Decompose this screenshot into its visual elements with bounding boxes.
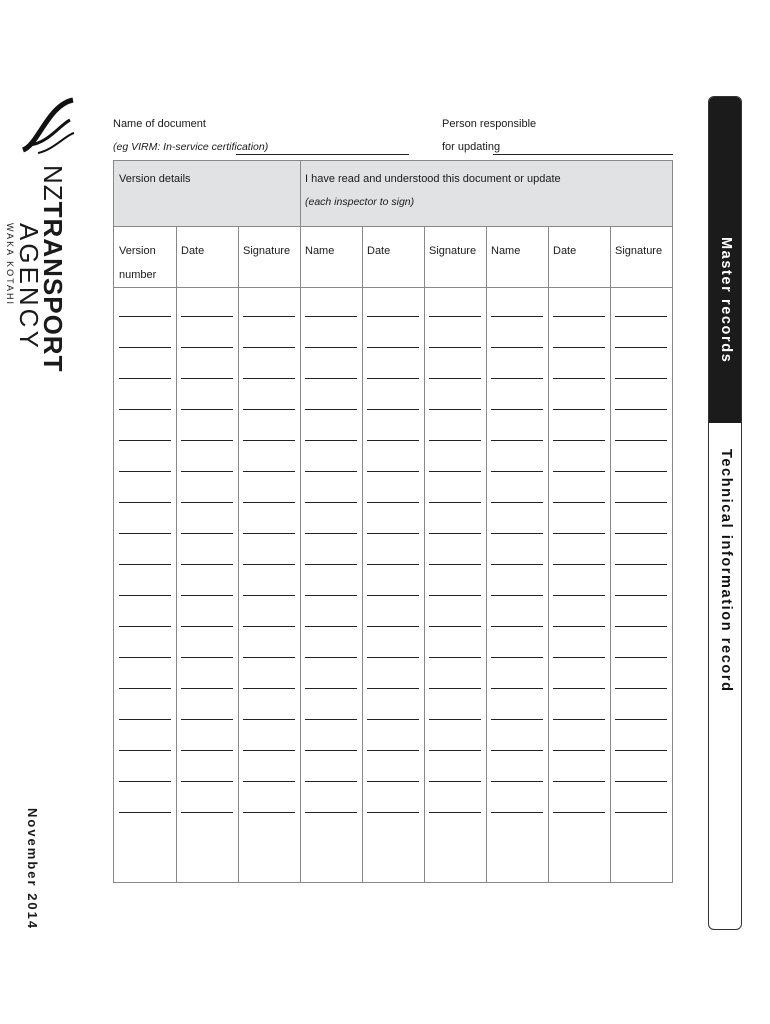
entry-blank-field[interactable] [429,564,481,565]
entry-blank-field[interactable] [243,750,295,751]
entry-blank-field[interactable] [429,719,481,720]
entry-blank-field[interactable] [553,347,605,348]
entry-blank-field[interactable] [119,719,171,720]
entry-blank-field[interactable] [491,750,543,751]
column-divider [548,226,549,882]
entry-blank-field[interactable] [181,347,233,348]
entry-blank-field[interactable] [305,316,357,317]
entry-blank-field[interactable] [243,316,295,317]
entry-blank-field[interactable] [243,440,295,441]
entry-blank-field[interactable] [119,750,171,751]
entry-blank-field[interactable] [429,657,481,658]
entry-blank-field[interactable] [181,440,233,441]
entry-blank-field[interactable] [181,688,233,689]
entry-blank-field[interactable] [243,657,295,658]
entry-blank-field[interactable] [305,812,357,813]
entry-blank-field[interactable] [305,378,357,379]
entry-blank-field[interactable] [367,657,419,658]
person-responsible-field[interactable] [493,154,673,155]
entry-blank-field[interactable] [243,812,295,813]
section-divider [300,161,301,226]
header-row-divider [114,287,672,288]
col-date: Date [181,245,205,257]
entry-blank-field[interactable] [305,657,357,658]
entry-blank-field[interactable] [181,812,233,813]
entry-blank-field[interactable] [119,533,171,534]
entry-blank-field[interactable] [181,471,233,472]
entry-blank-field[interactable] [305,781,357,782]
tab-master-records: Master records [718,237,734,364]
col-version-number: Version number [119,245,157,281]
entry-blank-field[interactable] [119,564,171,565]
table-section-header [114,161,672,227]
entry-blank-field[interactable] [119,471,171,472]
entry-blank-field[interactable] [181,626,233,627]
entry-blank-field[interactable] [429,750,481,751]
entry-blank-field[interactable] [615,316,667,317]
entry-blank-field[interactable] [615,719,667,720]
entry-blank-field[interactable] [553,657,605,658]
entry-blank-field[interactable] [243,409,295,410]
entry-blank-field[interactable] [243,502,295,503]
entry-blank-field[interactable] [243,719,295,720]
entry-blank-field[interactable] [553,688,605,689]
version-details-heading: Version details [119,173,191,185]
doc-name-label: Name of document [113,118,206,130]
entry-blank-field[interactable] [367,812,419,813]
column-divider [176,226,177,882]
col-signature: Signature [243,245,291,257]
entry-blank-field[interactable] [181,657,233,658]
col-date: Date [553,245,577,257]
entry-blank-field[interactable] [367,471,419,472]
entry-blank-field[interactable] [553,440,605,441]
entry-blank-field[interactable] [429,502,481,503]
entry-blank-field[interactable] [429,316,481,317]
col-signature: Signature [429,245,477,257]
entry-blank-field[interactable] [553,781,605,782]
entry-blank-field[interactable] [367,781,419,782]
brand-subname: WAKA KOTAHI [5,223,15,307]
entry-blank-field[interactable] [305,564,357,565]
entry-blank-field[interactable] [491,812,543,813]
entry-blank-field[interactable] [615,471,667,472]
entry-blank-field[interactable] [305,502,357,503]
entry-blank-field[interactable] [367,719,419,720]
entry-blank-field[interactable] [553,564,605,565]
doc-name-hint: (eg VIRM: In-service certification) [113,141,269,153]
column-divider [362,226,363,882]
entry-blank-field[interactable] [429,626,481,627]
entry-blank-field[interactable] [367,502,419,503]
entry-blank-field[interactable] [367,347,419,348]
inspector-sign-note: (each inspector to sign) [305,196,415,208]
entry-blank-field[interactable] [367,626,419,627]
entry-blank-field[interactable] [615,378,667,379]
entry-blank-field[interactable] [119,409,171,410]
entry-blank-field[interactable] [243,347,295,348]
entry-blank-field[interactable] [243,688,295,689]
column-divider [610,226,611,882]
entry-blank-field[interactable] [429,781,481,782]
entry-blank-field[interactable] [305,409,357,410]
entry-blank-field[interactable] [491,409,543,410]
person-responsible-label: Person responsible [442,118,537,130]
entry-blank-field[interactable] [491,626,543,627]
entry-blank-field[interactable] [305,688,357,689]
nzta-logo-mark-icon [18,95,78,155]
entry-blank-field[interactable] [429,688,481,689]
entry-blank-field[interactable] [491,781,543,782]
entry-blank-field[interactable] [119,812,171,813]
entry-blank-field[interactable] [491,719,543,720]
entry-blank-field[interactable] [119,347,171,348]
entry-blank-field[interactable] [367,688,419,689]
entry-blank-field[interactable] [119,657,171,658]
entry-blank-field[interactable] [615,781,667,782]
entry-blank-field[interactable] [305,347,357,348]
entry-blank-field[interactable] [615,626,667,627]
entry-blank-field[interactable] [553,719,605,720]
entry-blank-field[interactable] [491,595,543,596]
entry-blank-field[interactable] [553,316,605,317]
entry-blank-field[interactable] [615,595,667,596]
entry-blank-field[interactable] [181,316,233,317]
entry-blank-field[interactable] [119,440,171,441]
entry-blank-field[interactable] [615,564,667,565]
entry-blank-field[interactable] [243,564,295,565]
entry-blank-field[interactable] [367,750,419,751]
entry-blank-field[interactable] [243,781,295,782]
entry-blank-field[interactable] [615,409,667,410]
entry-blank-field[interactable] [119,595,171,596]
entry-blank-field[interactable] [429,471,481,472]
footer-date: November 2014 [25,808,40,931]
entry-blank-field[interactable] [615,657,667,658]
entry-blank-field[interactable] [615,440,667,441]
agency-wordmark [5,165,66,372]
entry-blank-field[interactable] [119,626,171,627]
entry-blank-field[interactable] [429,378,481,379]
read-understood-heading: I have read and understood this document or update [305,173,561,185]
entry-blank-field[interactable] [429,533,481,534]
entry-blank-field[interactable] [305,750,357,751]
doc-name-field[interactable] [236,154,409,155]
entry-blank-field[interactable] [615,812,667,813]
entry-blank-field[interactable] [429,440,481,441]
brand-nz: NZ [38,165,68,202]
tab-section-title: Technical information record [718,449,734,693]
col-date: Date [367,245,391,257]
entry-blank-field[interactable] [367,533,419,534]
entry-blank-field[interactable] [553,378,605,379]
col-name: Name [491,245,521,257]
entry-blank-field[interactable] [491,502,543,503]
entry-blank-field[interactable] [305,440,357,441]
entry-blank-field[interactable] [305,533,357,534]
entry-blank-field[interactable] [491,347,543,348]
entry-blank-field[interactable] [119,781,171,782]
entry-blank-field[interactable] [367,409,419,410]
entry-blank-field[interactable] [243,378,295,379]
entry-blank-field[interactable] [553,409,605,410]
updating-label: for updating [442,141,501,153]
entry-blank-field[interactable] [491,440,543,441]
entry-blank-field[interactable] [243,626,295,627]
entry-blank-field[interactable] [119,502,171,503]
entry-blank-field[interactable] [181,719,233,720]
entry-blank-field[interactable] [181,533,233,534]
entry-blank-field[interactable] [305,471,357,472]
entry-blank-field[interactable] [305,595,357,596]
entry-blank-field[interactable] [553,471,605,472]
col-name: Name [305,245,335,257]
entry-blank-field[interactable] [181,564,233,565]
entry-blank-field[interactable] [553,533,605,534]
entry-blank-field[interactable] [367,564,419,565]
entry-blank-field[interactable] [429,595,481,596]
entry-blank-field[interactable] [491,688,543,689]
entry-blank-field[interactable] [491,316,543,317]
entry-blank-field[interactable] [119,316,171,317]
entry-blank-field[interactable] [243,533,295,534]
entry-blank-field[interactable] [181,595,233,596]
entry-blank-field[interactable] [553,750,605,751]
entry-blank-field[interactable] [429,409,481,410]
section-tab [708,96,742,930]
entry-blank-field[interactable] [615,533,667,534]
entry-blank-field[interactable] [181,750,233,751]
column-divider [238,226,239,882]
entry-blank-field[interactable] [615,502,667,503]
entry-blank-field[interactable] [491,471,543,472]
entry-blank-field[interactable] [181,781,233,782]
col-signature: Signature [615,245,663,257]
entry-blank-field[interactable] [119,688,171,689]
entry-blank-field[interactable] [429,812,481,813]
entry-blank-field[interactable] [553,626,605,627]
entry-blank-field[interactable] [553,502,605,503]
entry-blank-field[interactable] [615,688,667,689]
entry-blank-field[interactable] [491,657,543,658]
entry-blank-field[interactable] [367,595,419,596]
entry-blank-field[interactable] [243,595,295,596]
column-divider [424,226,425,882]
entry-blank-field[interactable] [119,378,171,379]
entry-blank-field[interactable] [243,471,295,472]
entry-blank-field[interactable] [615,750,667,751]
entry-blank-field[interactable] [553,812,605,813]
entry-blank-field[interactable] [491,564,543,565]
brand-agency: AGENCY [14,223,44,351]
entry-blank-field[interactable] [367,440,419,441]
signature-table [113,160,673,883]
entry-blank-field[interactable] [429,347,481,348]
entry-blank-field[interactable] [181,378,233,379]
entry-blank-field[interactable] [367,316,419,317]
entry-blank-field[interactable] [553,595,605,596]
entry-blank-field[interactable] [181,502,233,503]
entry-blank-field[interactable] [367,378,419,379]
column-divider [300,226,301,882]
entry-blank-field[interactable] [181,409,233,410]
entry-blank-field[interactable] [491,378,543,379]
entry-blank-field[interactable] [305,626,357,627]
entry-blank-field[interactable] [305,719,357,720]
entry-blank-field[interactable] [615,347,667,348]
brand-transport: TRANSPORT [38,201,68,373]
column-divider [486,226,487,882]
entry-blank-field[interactable] [491,533,543,534]
